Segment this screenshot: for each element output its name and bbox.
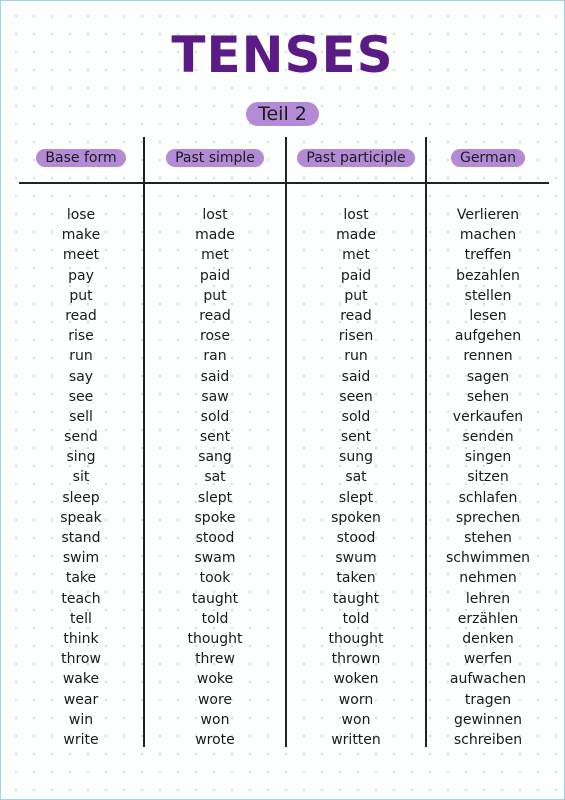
participle-cell: written <box>331 731 381 748</box>
subtitle-container <box>1 102 564 126</box>
german-cell: denken <box>462 630 514 647</box>
participle-cell: woken <box>333 671 379 688</box>
header-past-simple-label: Past simple <box>166 149 264 167</box>
german-cell: rennen <box>463 348 513 365</box>
german-cell: lesen <box>469 307 507 324</box>
participle-cell: sold <box>341 408 371 425</box>
past-cell: saw <box>201 388 229 405</box>
past-cell: sold <box>200 408 230 425</box>
base-cell: tell <box>70 610 92 627</box>
participle-cell: spoken <box>331 509 381 526</box>
base-cell: win <box>68 711 94 728</box>
participle-cell: read <box>340 307 372 324</box>
base-cell: speak <box>60 509 102 526</box>
participle-cell: seen <box>339 388 373 405</box>
base-cell: sell <box>69 408 93 425</box>
participle-cell: thought <box>328 630 384 647</box>
past-cell: threw <box>195 651 235 668</box>
past-cell: spoke <box>194 509 236 526</box>
past-cell: took <box>199 570 231 587</box>
base-cell: pay <box>68 267 94 284</box>
past-cell: swam <box>194 550 236 567</box>
base-cell: run <box>69 348 93 365</box>
base-cell: send <box>64 429 98 446</box>
header-past-simple <box>145 147 285 167</box>
german-cell: singen <box>464 449 512 466</box>
german-cell: verkaufen <box>452 408 524 425</box>
german-cell: nehmen <box>459 570 517 587</box>
base-cell: sleep <box>62 489 100 506</box>
past-cell: lost <box>202 207 228 223</box>
past-cell: sang <box>198 449 232 466</box>
base-cell: sit <box>72 469 90 486</box>
participle-cell: thrown <box>331 651 381 668</box>
german-cell: schreiben <box>453 731 523 748</box>
german-cell: stehen <box>464 530 512 546</box>
past-cell: ran <box>203 348 227 365</box>
german-cell: sitzen <box>467 469 509 486</box>
past-cell: put <box>203 287 227 304</box>
past-participle-column <box>287 205 425 750</box>
participle-cell: taken <box>336 570 376 587</box>
participle-cell: run <box>344 348 368 365</box>
base-cell: write <box>63 731 99 748</box>
german-cell: aufwachen <box>449 671 527 688</box>
german-cell: Verlieren <box>456 207 520 223</box>
header-base-form-label: Base form <box>36 149 125 167</box>
base-cell: meet <box>62 247 100 264</box>
base-cell: teach <box>61 590 101 607</box>
participle-cell: swum <box>335 550 377 567</box>
past-cell: rose <box>200 328 230 345</box>
header-german <box>427 147 549 167</box>
past-cell: sent <box>199 429 231 446</box>
participle-cell: met <box>342 247 370 264</box>
header-past-participle <box>287 147 425 167</box>
base-cell: swim <box>62 550 100 567</box>
past-cell: sat <box>204 469 226 486</box>
participle-cell: made <box>336 227 376 244</box>
past-cell: stood <box>195 530 235 546</box>
participle-cell: won <box>341 711 371 728</box>
past-cell: taught <box>191 590 239 607</box>
past-cell: paid <box>199 267 231 284</box>
past-cell: wore <box>197 691 233 708</box>
participle-cell: lost <box>343 207 369 223</box>
base-form-column <box>19 205 143 750</box>
base-cell: make <box>61 227 101 244</box>
german-cell: schlafen <box>458 489 518 506</box>
german-cell: sagen <box>466 368 510 385</box>
german-cell: sehen <box>466 388 510 405</box>
german-cell: schwimmen <box>446 550 530 567</box>
base-cell: throw <box>61 651 101 668</box>
past-simple-column <box>145 205 285 750</box>
past-cell: said <box>200 368 230 385</box>
base-cell: rise <box>68 328 94 345</box>
participle-cell: risen <box>338 328 374 345</box>
table-header <box>19 147 549 169</box>
base-cell: stand <box>61 530 101 546</box>
german-column <box>427 205 549 750</box>
german-cell: lehren <box>465 590 511 607</box>
german-cell: treffen <box>464 247 512 264</box>
participle-cell: sung <box>339 449 373 466</box>
base-cell: wear <box>63 691 99 708</box>
past-cell: read <box>199 307 231 324</box>
base-cell: say <box>68 368 94 385</box>
past-cell: woke <box>196 671 234 688</box>
past-cell: thought <box>187 630 243 647</box>
german-cell: machen <box>459 227 517 244</box>
base-cell: sing <box>66 449 96 466</box>
past-cell: told <box>201 610 229 627</box>
participle-cell: slept <box>338 489 374 506</box>
participle-cell: paid <box>340 267 372 284</box>
past-cell: wrote <box>195 731 235 748</box>
participle-cell: stood <box>336 530 376 546</box>
base-cell: lose <box>66 207 96 223</box>
participle-cell: taught <box>332 590 380 607</box>
german-cell: tragen <box>464 691 512 708</box>
german-cell: stellen <box>464 287 512 304</box>
participle-cell: put <box>344 287 368 304</box>
past-cell: slept <box>197 489 233 506</box>
german-cell: erzählen <box>457 610 519 627</box>
participle-cell: sat <box>345 469 367 486</box>
base-cell: take <box>65 570 97 587</box>
header-base-form <box>19 147 143 167</box>
participle-cell: worn <box>338 691 374 708</box>
base-cell: put <box>69 287 93 304</box>
german-cell: sprechen <box>455 509 521 526</box>
past-cell: won <box>200 711 230 728</box>
base-cell: read <box>65 307 97 324</box>
base-cell: see <box>68 388 94 405</box>
participle-cell: told <box>342 610 370 627</box>
german-cell: gewinnen <box>453 711 523 728</box>
german-cell: bezahlen <box>456 267 520 284</box>
header-divider <box>19 182 549 184</box>
base-cell: think <box>63 630 99 647</box>
page-title: TENSES <box>171 26 394 84</box>
german-cell: senden <box>462 429 514 446</box>
header-past-participle-label: Past participle <box>297 149 414 167</box>
past-cell: made <box>195 227 235 244</box>
header-german-label: German <box>451 149 525 167</box>
participle-cell: said <box>341 368 371 385</box>
subtitle-badge: Teil 2 <box>246 102 319 126</box>
base-cell: wake <box>62 671 100 688</box>
german-cell: werfen <box>463 651 513 668</box>
past-cell: met <box>201 247 229 264</box>
german-cell: aufgehen <box>454 328 522 345</box>
participle-cell: sent <box>340 429 372 446</box>
